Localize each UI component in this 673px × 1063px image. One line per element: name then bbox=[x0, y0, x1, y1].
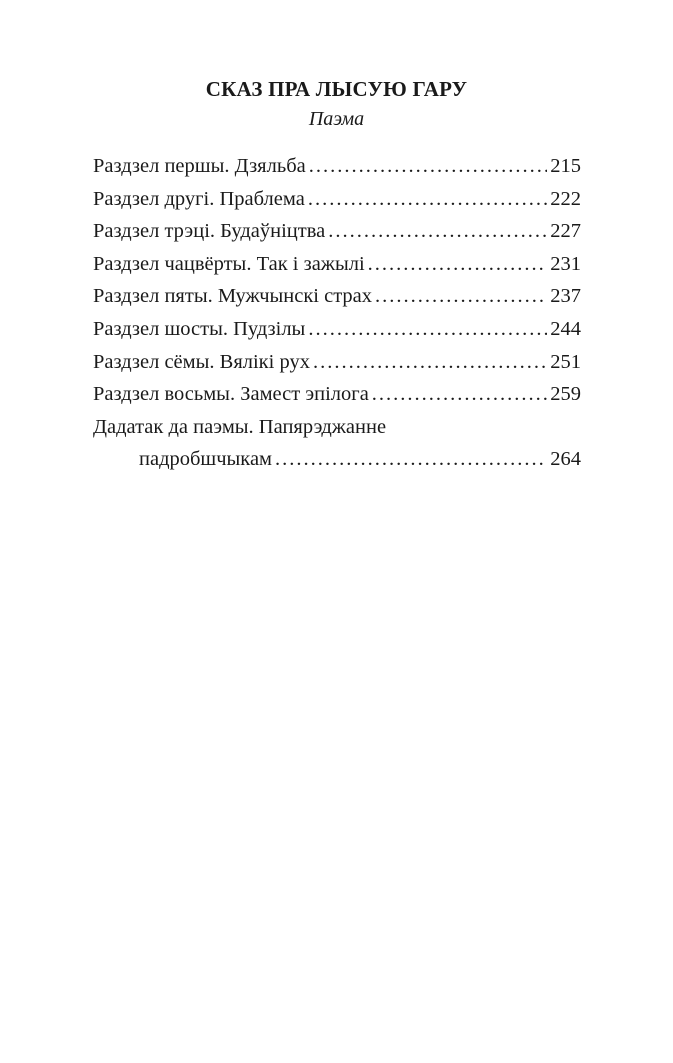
dot-leader bbox=[275, 443, 547, 476]
toc-entry-page: 237 bbox=[550, 285, 581, 308]
section-subtitle: Паэма bbox=[308, 108, 365, 130]
toc-entry-title: Раздзел сёмы. Вялікі рух bbox=[93, 350, 310, 373]
dot-leader bbox=[308, 183, 547, 216]
dot-leader bbox=[313, 346, 547, 379]
toc-entry bbox=[93, 313, 581, 346]
toc-entry-title: Раздзел шосты. Пудзілы bbox=[93, 317, 306, 340]
section-title: СКАЗ ПРА ЛЫСУЮ ГАРУ bbox=[205, 77, 468, 101]
toc-appendix-entry bbox=[93, 443, 581, 476]
dot-leader bbox=[368, 248, 548, 281]
toc-entry-page: 215 bbox=[550, 155, 581, 177]
toc-entry bbox=[93, 150, 581, 183]
toc-appendix-title-line: Дадатак да паэмы. Папярэджанне bbox=[93, 415, 387, 438]
toc-entry-title: Раздзел першы. Дзяльба bbox=[93, 155, 306, 177]
toc-entry-title: Раздзел трэці. Будаўніцтва bbox=[93, 220, 326, 243]
toc-entry bbox=[93, 183, 581, 216]
toc-entry-page: 222 bbox=[550, 187, 581, 210]
dot-leader bbox=[308, 313, 547, 346]
toc-entry-title: Раздзел восьмы. Замест эпілога bbox=[93, 383, 369, 406]
toc-entry-title: Раздзел другі. Праблема bbox=[93, 187, 305, 210]
toc-entry-page: 227 bbox=[550, 220, 581, 243]
dot-leader bbox=[372, 378, 547, 411]
dot-leader bbox=[375, 280, 547, 313]
toc-entry-page: 259 bbox=[550, 383, 581, 406]
dot-leader bbox=[309, 150, 548, 183]
toc-entry-page: 251 bbox=[550, 350, 581, 373]
toc-entry-page: 231 bbox=[550, 252, 581, 275]
toc-entry-title: Раздзел пяты. Мужчынскі страх bbox=[93, 285, 373, 308]
toc-entry bbox=[93, 215, 581, 248]
toc-entry bbox=[93, 346, 581, 379]
toc-entry bbox=[93, 280, 581, 313]
toc-appendix-page: 264 bbox=[550, 448, 581, 471]
toc-entry bbox=[93, 248, 581, 281]
toc-entry-title: Раздзел чацвёрты. Так і зажылі bbox=[93, 252, 365, 275]
toc-entry bbox=[93, 378, 581, 411]
toc-appendix-title-continuation: падробшчыкам bbox=[139, 448, 273, 471]
dot-leader bbox=[328, 215, 547, 248]
toc-entry-page: 244 bbox=[550, 317, 581, 340]
table-of-contents bbox=[93, 150, 581, 476]
